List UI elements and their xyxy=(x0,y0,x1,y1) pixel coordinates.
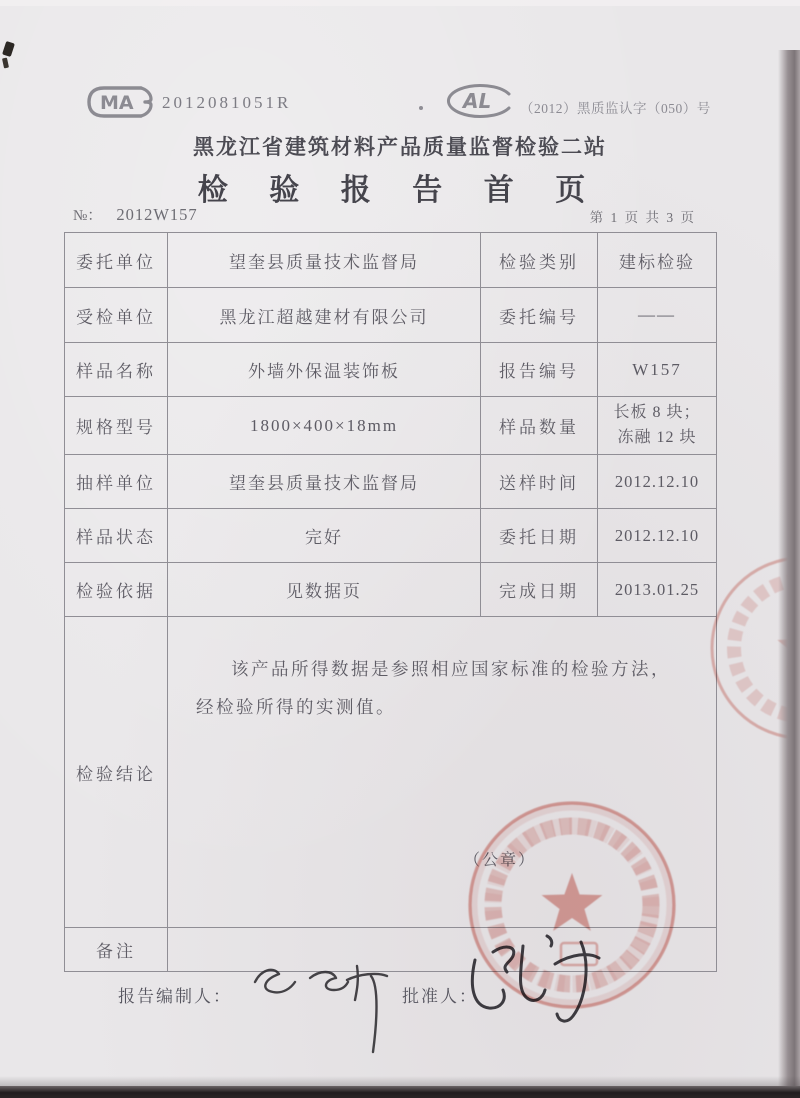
page-title: 检 验 报 告 首 页 xyxy=(197,174,603,207)
field-label: 送样时间 xyxy=(481,455,598,509)
official-seal-placeholder: （公章） xyxy=(464,852,537,869)
scan-right-edge xyxy=(778,50,800,1098)
approver-label: 批准人： xyxy=(402,987,478,1006)
field-value: 黑龙江超越建材有限公司 xyxy=(168,288,481,343)
field-label: 抽样单位 xyxy=(65,455,168,509)
field-value xyxy=(598,397,717,455)
field-value: —— xyxy=(598,288,717,343)
sample-qty-line: 冻融 12 块 xyxy=(617,428,697,446)
field-label: 委托日期 xyxy=(481,509,598,563)
scan-bottom-edge xyxy=(0,1086,800,1098)
field-label: 报告编号 xyxy=(481,343,598,397)
field-label: 样品名称 xyxy=(65,343,168,397)
field-label: 样品状态 xyxy=(65,509,168,563)
field-label: 委托单位 xyxy=(65,233,168,288)
notes-row xyxy=(65,928,717,972)
conclusion-row xyxy=(65,617,717,928)
field-label: 检验类别 xyxy=(481,233,598,288)
report-number-line xyxy=(73,204,198,225)
cma-certification-icon xyxy=(84,82,156,122)
field-label: 规格型号 xyxy=(65,397,168,455)
table-row xyxy=(65,563,717,617)
preparer-label: 报告编制人： xyxy=(118,987,232,1006)
field-value: 外墙外保温装饰板 xyxy=(168,343,481,397)
cal-certification-icon xyxy=(440,80,518,122)
scan-top-edge xyxy=(0,0,800,6)
field-value: 见数据页 xyxy=(168,563,481,617)
field-value: 望奎县质量技术监督局 xyxy=(168,233,481,288)
field-value: 望奎县质量技术监督局 xyxy=(168,455,481,509)
notes-value xyxy=(168,928,717,972)
report-number: 2012W157 xyxy=(116,205,198,224)
organization-title: 黑龙江省建筑材料产品质量监督检验二站 xyxy=(193,135,607,159)
cal-logo-letters: AL xyxy=(463,89,492,113)
notes-label: 备注 xyxy=(65,928,168,972)
conclusion-cell xyxy=(168,617,717,928)
table-row xyxy=(65,288,717,343)
field-value: 2013.01.25 xyxy=(598,563,717,617)
sample-qty-line: 长板 8 块； xyxy=(613,403,701,421)
report-table xyxy=(64,232,717,972)
conclusion-text: 该产品所得数据是参照相应国家标准的检验方法，经检验所得的实测值。 xyxy=(196,659,671,717)
field-label: 完成日期 xyxy=(481,563,598,617)
field-value: 建标检验 xyxy=(598,233,717,288)
table-row xyxy=(65,233,717,288)
scan-speck xyxy=(2,58,9,69)
field-value: 2012.12.10 xyxy=(598,509,717,563)
cma-registration-number: 2012081051R xyxy=(162,93,292,112)
field-label: 样品数量 xyxy=(481,397,598,455)
field-label: 委托编号 xyxy=(481,288,598,343)
preparer-signature xyxy=(255,966,387,1052)
page-count: 第 1 页 共 3 页 xyxy=(589,210,696,225)
field-label: 检验依据 xyxy=(65,563,168,617)
field-value: 1800×400×18mm xyxy=(168,397,481,455)
cma-logo-letters: MA xyxy=(100,92,134,114)
cal-certificate-number: （2012）黑质监认字（050）号 xyxy=(520,101,711,116)
table-row xyxy=(65,397,717,455)
field-value: 2012.12.10 xyxy=(598,455,717,509)
field-label: 受检单位 xyxy=(65,288,168,343)
table-row xyxy=(65,455,717,509)
field-value: 完好 xyxy=(168,509,481,563)
table-row xyxy=(65,343,717,397)
field-value: W157 xyxy=(598,343,717,397)
table-row xyxy=(65,509,717,563)
scan-bottom-shadow xyxy=(0,1076,800,1086)
conclusion-label: 检验结论 xyxy=(65,617,168,928)
report-number-label: №： xyxy=(73,208,103,224)
scan-dot xyxy=(419,106,423,110)
scan-speck xyxy=(2,41,15,57)
